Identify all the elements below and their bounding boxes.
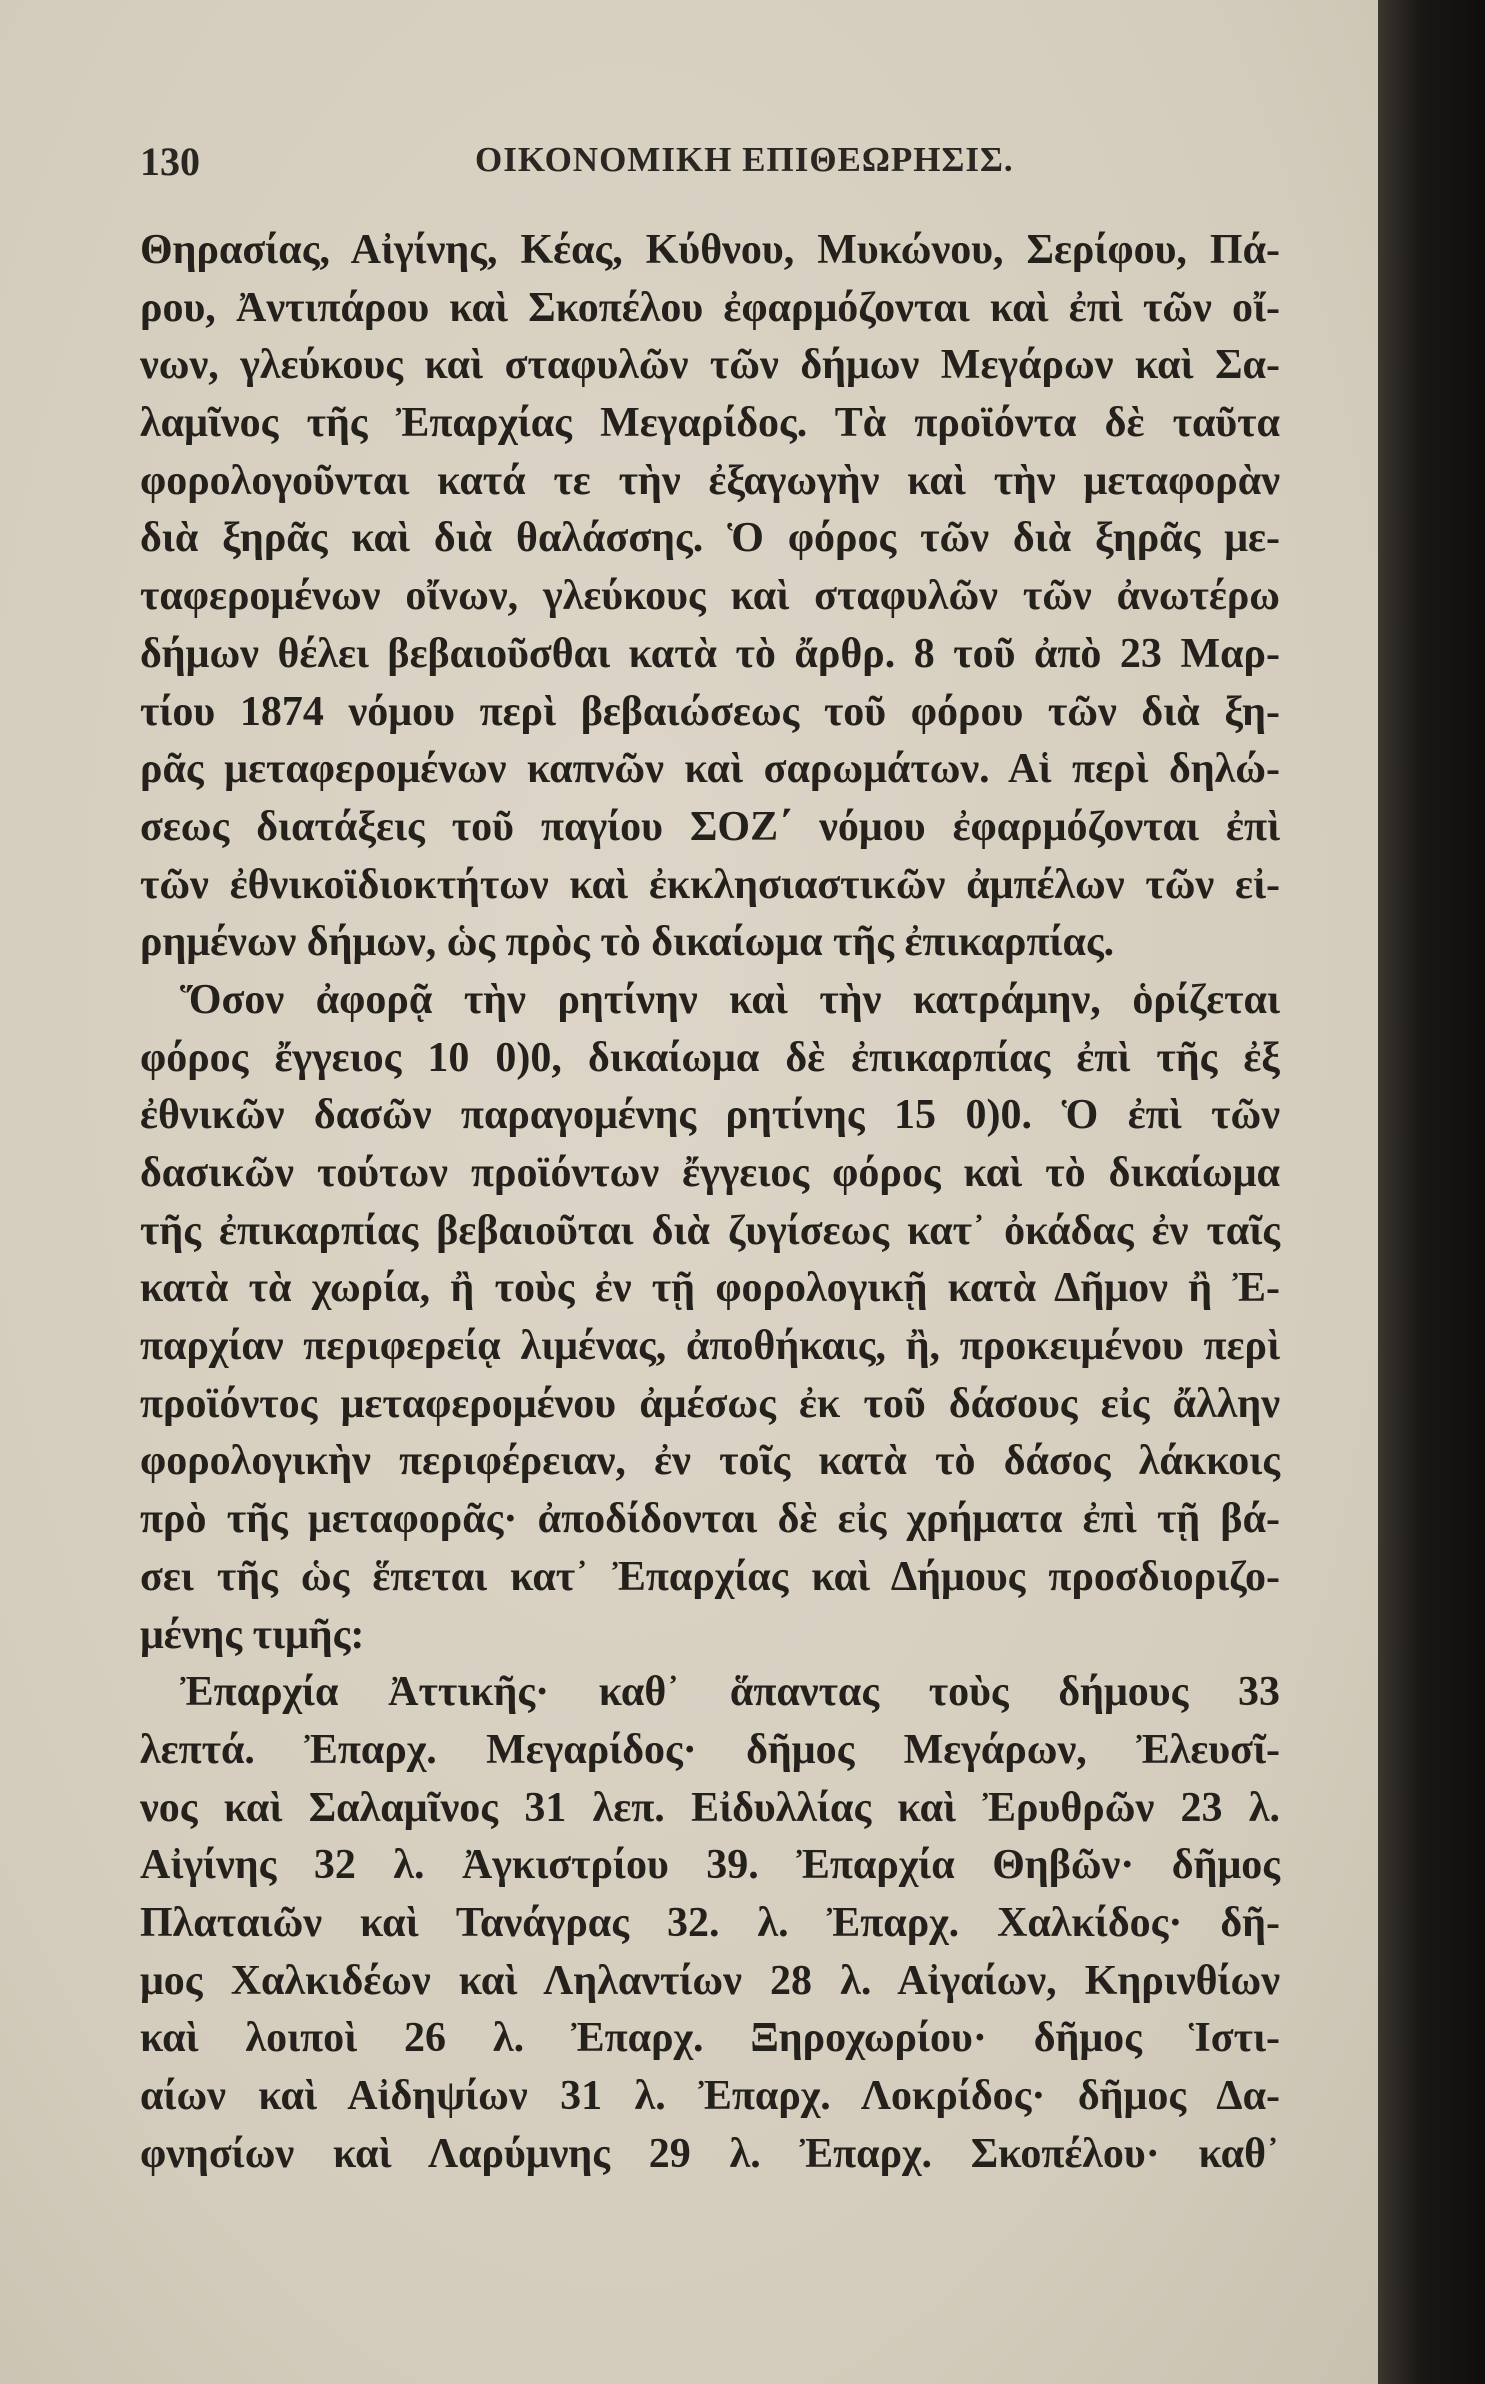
text-line: σεως διατάξεις τοῦ παγίου ΣΟΖ΄ νόμου ἐφαρμόζονται ἐπὶ [140,803,1280,850]
text-line: αίων καὶ Αἰδηψίων 31 λ. Ἐπαρχ. Λοκρίδος· δῆμος Δα- [140,2073,1280,2119]
text-line: ταφερομένων οἴνων, γλεύκους καὶ σταφυλῶν τῶν ἀνωτέρω [140,573,1280,620]
text-line: Πλαταιῶν καὶ Τανάγρας 32. λ. Ἐπαρχ. Χαλκίδος· δῆ- [140,1899,1280,1946]
running-head: ΟΙΚΟΝΟΜΙΚΗ ΕΠΙΘΕΩΡΗΣΙΣ. [475,140,1014,179]
text-line: προϊόντος μεταφερομένου ἀμέσως ἐκ τοῦ δάσους εἰς ἄλλην [140,1380,1280,1427]
text-line: φνησίων καὶ Λαρύμνης 29 λ. Ἐπαρχ. Σκοπέλου· καθ᾽ [140,2130,1280,2177]
text-line: ρου, Ἀντιπάρου καὶ Σκοπέλου ἐφαρμόζονται καὶ ἐπὶ τῶν οἴ- [140,284,1280,331]
text-line: καὶ λοιποὶ 26 λ. Ἐπαρχ. Ξηροχωρίου· δῆμος Ἱστι- [140,2015,1280,2062]
text-line: φορολογικὴν περιφέρειαν, ἐν τοῖς κατὰ τὸ δάσος λάκκοις [140,1438,1280,1485]
page-number: 130 [140,139,200,184]
text-line: λεπτά. Ἐπαρχ. Μεγαρίδος· δῆμος Μεγάρων, Ἐλευσῖ- [140,1726,1280,1773]
text-line: τίου 1874 νόμου περὶ βεβαιώσεως τοῦ φόρου τῶν διὰ ξη- [140,688,1280,735]
text-line: ρᾶς μεταφερομένων καπνῶν καὶ σαρωμάτων. Αἱ περὶ δηλώ- [140,746,1280,793]
book-gutter [1378,0,1485,2384]
text-line: νων, γλεύκους καὶ σταφυλῶν τῶν δήμων Μεγάρων καὶ Σα- [140,342,1280,389]
text-line: λαμῖνος τῆς Ἐπαρχίας Μεγαρίδος. Τὰ προϊόντα δὲ ταῦτα [140,400,1280,447]
text-line: Ἐπαρχία Ἀττικῆς· καθ᾽ ἅπαντας τοὺς δήμους 33 [180,1669,1280,1716]
text-line: πρὸ τῆς μεταφορᾶς· ἀποδίδονται δὲ εἰς χρήματα ἐπὶ τῇ βά- [140,1496,1280,1543]
text-line: φορολογοῦνται κατά τε τὴν ἐξαγωγὴν καὶ τὴν μεταφορὰν [140,457,1280,504]
text-line: παρχίαν περιφερείᾳ λιμένας, ἀποθήκαις, ἢ, προκειμένου περὶ [140,1323,1280,1370]
text-line: Θηρασίας, Αἰγίνης, Κέας, Κύθνου, Μυκώνου, Σερίφου, Πά- [140,227,1280,273]
text-line: νος καὶ Σαλαμῖνος 31 λεπ. Εἰδυλλίας καὶ Ἐρυθρῶν 23 λ. [140,1784,1280,1831]
body-text [140,222,1280,2183]
text-line: διὰ ξηρᾶς καὶ διὰ θαλάσσης. Ὁ φόρος τῶν διὰ ξηρᾶς με- [140,515,1280,562]
text-line: Ὅσον ἀφορᾷ τὴν ρητίνην καὶ τὴν κατράμην, ὁρίζεται [180,976,1280,1023]
text-line: ρημένων δήμων, ὡς πρὸς τὸ δικαίωμα τῆς ἐπικαρπίας. [140,919,1115,966]
text-line: μένης τιμῆς: [140,1611,365,1658]
text-line: τῶν ἐθνικοϊδιοκτήτων καὶ ἐκκλησιαστικῶν ἀμπέλων τῶν εἰ- [140,861,1280,908]
text-line: τῆς ἐπικαρπίας βεβαιοῦται διὰ ζυγίσεως κατ᾽ ὀκάδας ἐν ταῖς [140,1207,1280,1254]
text-line: μος Χαλκιδέων καὶ Ληλαντίων 28 λ. Αἰγαίων, Κηρινθίων [140,1957,1280,2004]
text-line: δασικῶν τούτων προϊόντων ἔγγειος φόρος καὶ τὸ δικαίωμα [140,1150,1280,1196]
text-line: κατὰ τὰ χωρία, ἢ τοὺς ἐν τῇ φορολογικῇ κατὰ Δῆμον ἢ Ἐ- [140,1265,1280,1312]
text-line: φόρος ἔγγειος 10 0)0, δικαίωμα δὲ ἐπικαρπίας ἐπὶ τῆς ἐξ [140,1034,1280,1081]
text-line: ἐθνικῶν δασῶν παραγομένης ρητίνης 15 0)0. Ὁ ἐπὶ τῶν [140,1092,1280,1139]
text-line: δήμων θέλει βεβαιοῦσθαι κατὰ τὸ ἄρθρ. 8 τοῦ ἀπὸ 23 Μαρ- [140,630,1280,677]
text-line: Αἰγίνης 32 λ. Ἀγκιστρίου 39. Ἐπαρχία Θηβῶν· δῆμος [140,1842,1280,1889]
text-line: σει τῆς ὡς ἕπεται κατ᾽ Ἐπαρχίας καὶ Δήμους προσδιοριζο- [140,1553,1280,1600]
page-header [140,138,1260,198]
